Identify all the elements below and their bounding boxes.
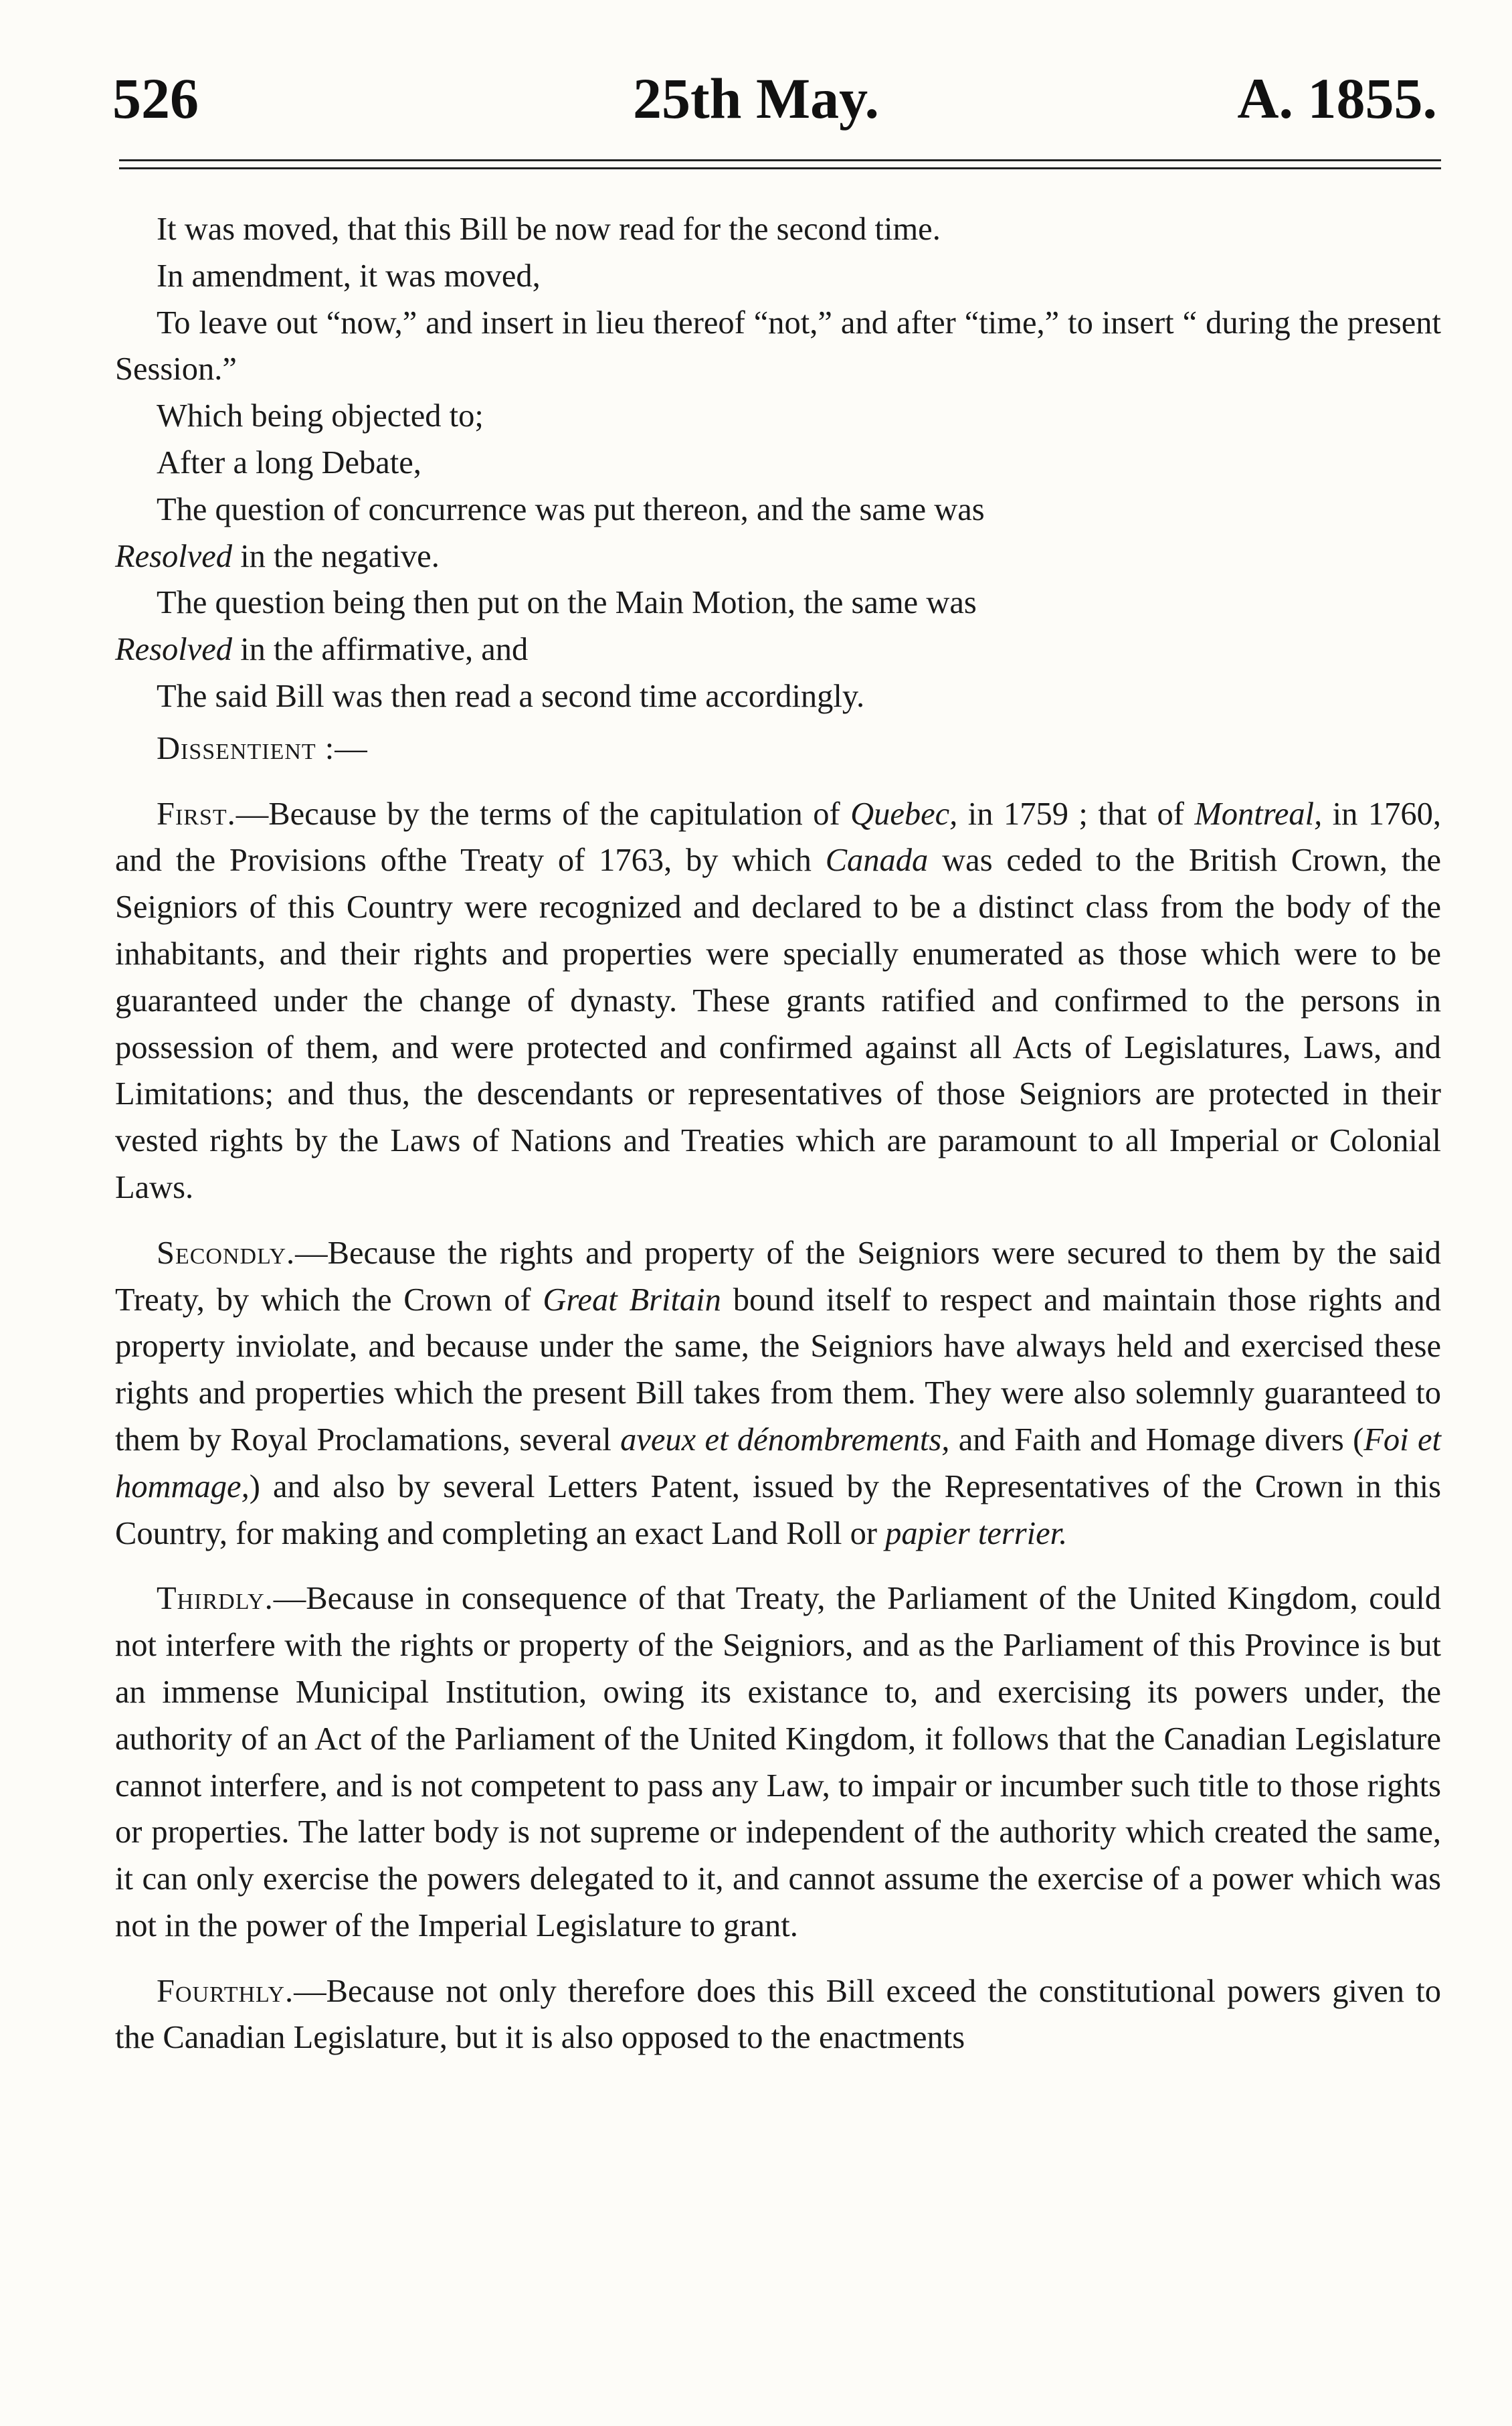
opening-line: The question of concurrence was put thereon, and the same was	[157, 491, 985, 527]
section-label: Thirdly.	[157, 1581, 274, 1617]
header-rule-top	[119, 159, 1441, 161]
opening-line: The said Bill was then read a second time accordingly.	[157, 678, 865, 714]
opening-line: Resolved in the affirmative, and	[115, 632, 529, 668]
opening-line: To leave out “now,” and insert in lieu thereof “not,” and after “time,” to insert “ during the present Session.”	[115, 305, 1441, 387]
section-label: Fourthly.	[157, 1973, 294, 2009]
page-number: 526	[112, 66, 199, 131]
dissentient-heading: Dissentient :—	[157, 730, 368, 766]
resolved-italic: Resolved	[115, 538, 233, 574]
section-fourth: Fourthly.—Because not only therefore does this Bill exceed the constitutional powers given to the Canadian Legislature, but it is also opposed to the enactments	[115, 1973, 1441, 2056]
section-third: Thirdly.—Because in consequence of that Treaty, the Parliament of the United Kingdom, could not interfere with the rights or property of the Seigniors, and as the Parliament of this Province is but an immense Municipal Institution, owing its existance to, and exercising its powers under, the authority of an Act of the Parliament of the United Kingdom, it follows that the Canadian Legislature cannot interfere, and is not competent to pass any Law, to impair or incumber such title to those rights or properties. The latter body is not supreme or independent of the authority which created the same, it can only exercise the powers delegated to it, and cannot assume the exercise of a power which was not in the power of the Imperial Legislature to grant.	[115, 1581, 1441, 1943]
section-second: Secondly.—Because the rights and property of the Seigniors were secured to them by the said Treaty, by which the Crown of Great Britain bound itself to respect and maintain those rights and property inviolate, and because under the same, the Seigniors have always held and exercised these rights and properties which the present Bill takes from them. They were also solemnly guaranteed to them by Royal Proclamations, several aveux et dénombrements, and Faith and Homage divers (Foi et hommage,) and also by several Letters Patent, issued by the Representatives of the Crown in this Country, for making and completing an exact Land Roll or papier terrier.	[115, 1235, 1441, 1551]
opening-line: After a long Debate,	[157, 444, 421, 481]
page-date: 25th May.	[633, 66, 879, 131]
page-header	[0, 62, 1512, 135]
opening-line: Resolved in the negative.	[115, 538, 440, 574]
page-year: A. 1855.	[1237, 66, 1437, 131]
opening-line: In amendment, it was moved,	[157, 258, 541, 294]
section-first: First.—Because by the terms of the capitulation of Quebec, in 1759 ; that of Montreal, in 1760, and the Provisions ofthe Treaty of 1763, by which Canada was ceded to the British Crown, the Seigniors of this Country were recognized and declared to be a distinct class from the body of the inhabitants, and their rights and properties were specially enumerated as those which were to be guaranteed under the change of dynasty. These grants ratified and confirmed to the persons in possession of them, and were protected and confirmed against all Acts of Legislatures, Laws, and Limitations; and thus, the descendants or representatives of those Seigniors are protected in their vested rights by the Laws of Nations and Treaties which are paramount to all Imperial or Colonial Laws.	[115, 796, 1442, 1205]
section-label: Secondly.	[157, 1235, 296, 1271]
header-rule-bottom	[119, 167, 1441, 169]
section-label: First.	[157, 796, 236, 832]
opening-line: The question being then put on the Main Motion, the same was	[157, 585, 977, 621]
opening-line: Which being objected to;	[157, 398, 484, 434]
resolved-italic: Resolved	[115, 632, 233, 668]
body-text	[115, 206, 1441, 2061]
opening-line: It was moved, that this Bill be now read for the second time.	[157, 211, 941, 247]
